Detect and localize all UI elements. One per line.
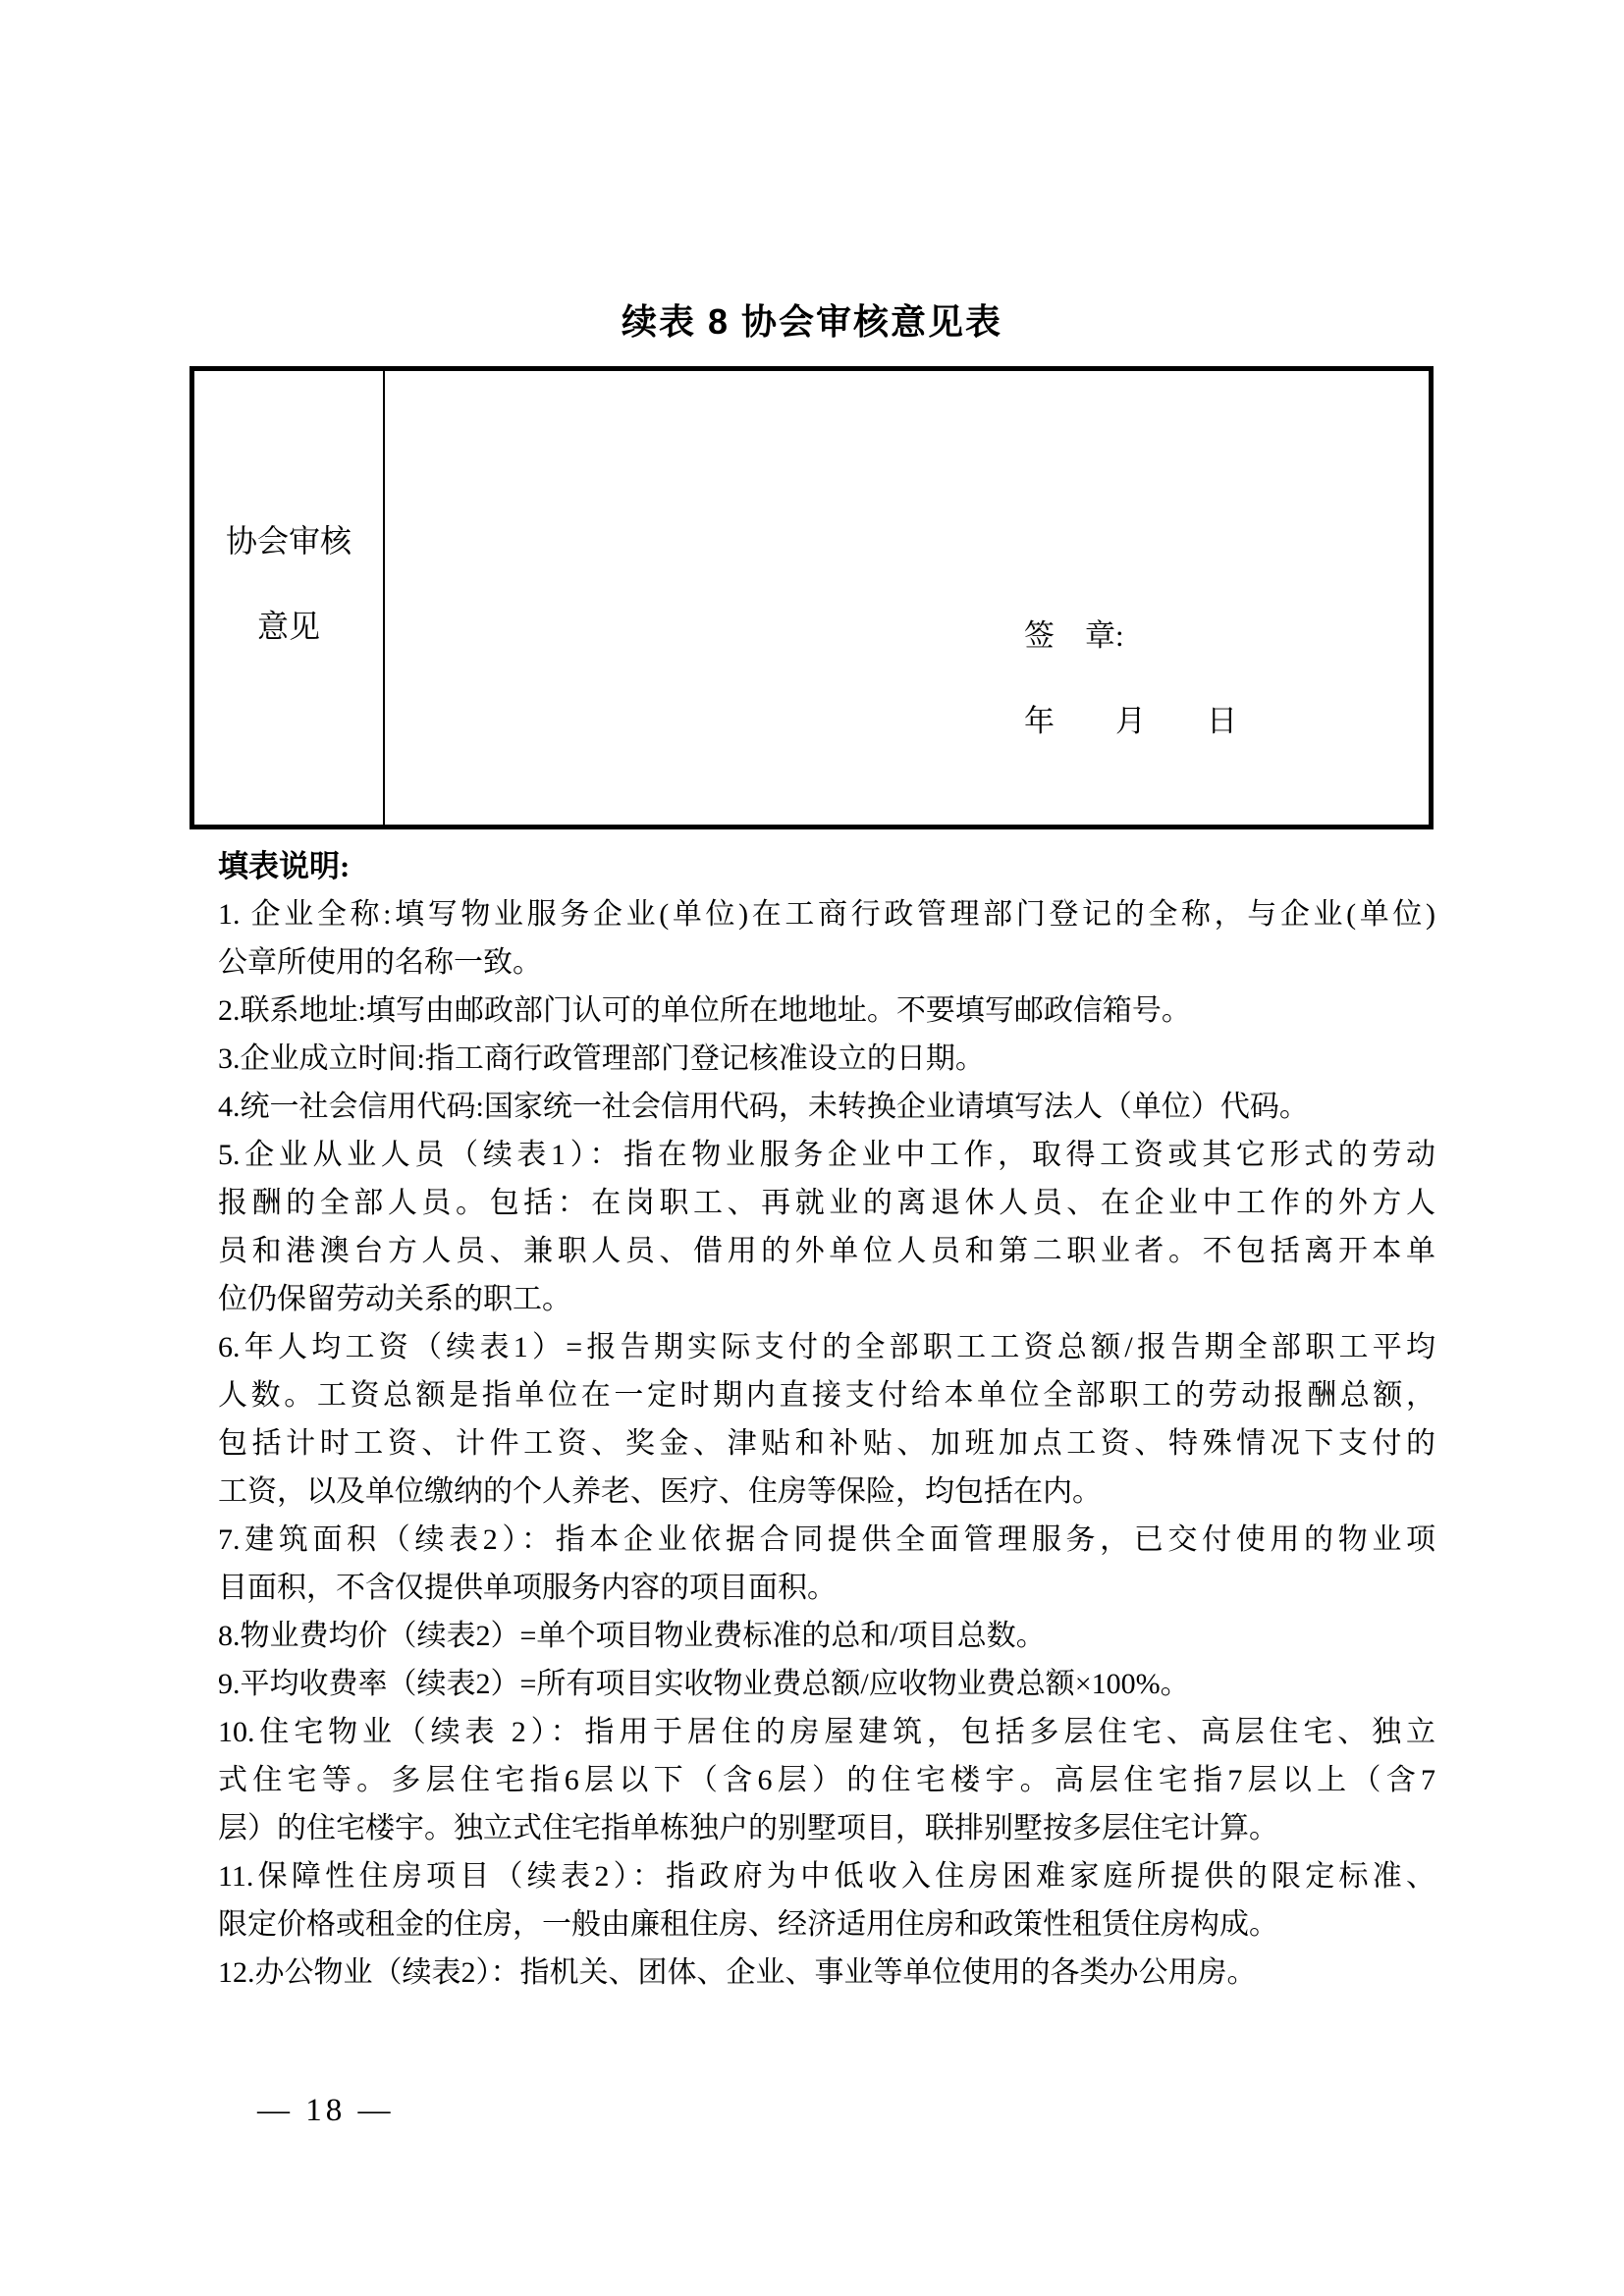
instruction-line-10-2: 式住宅等。多层住宅指6层以下（含6层）的住宅楼宇。高层住宅指7层以上（含7 xyxy=(218,1764,1435,1796)
instructions-section xyxy=(218,842,1435,1997)
instruction-line-9-1: 9.平均收费率（续表2）=所有项目实收物业费总额/应收物业费总额×100%。 xyxy=(218,1668,1190,1700)
instruction-line-11-2: 限定价格或租金的住房，一般由廉租住房、经济适用住房和政策性租赁住房构成。 xyxy=(218,1908,1278,1941)
date-label: 年 月 日 xyxy=(1024,704,1237,738)
signature-label: 签 章: xyxy=(1024,618,1124,653)
review-table-row-label-line2: 意见 xyxy=(256,609,320,644)
instruction-line-1-1: 1. 企业全称:填写物业服务企业(单位)在工商行政管理部门登记的全称，与企业(单位) xyxy=(218,898,1435,931)
page-title: 续表 8 协会审核意见表 xyxy=(621,301,1003,342)
instruction-line-3-1: 3.企业成立时间:指工商行政管理部门登记核准设立的日期。 xyxy=(218,1042,985,1075)
review-table xyxy=(189,366,1434,829)
instruction-line-4-1: 4.统一社会信用代码:国家统一社会信用代码，未转换企业请填写法人（单位）代码。 xyxy=(218,1091,1309,1123)
instruction-line-11-1: 11.保障性住房项目（续表2）：指政府为中低收入住房困难家庭所提供的限定标准、 xyxy=(218,1860,1435,1893)
instruction-line-7-2: 目面积，不含仅提供单项服务内容的项目面积。 xyxy=(218,1572,837,1604)
instruction-line-8-1: 8.物业费均价（续表2）=单个项目物业费标准的总和/项目总数。 xyxy=(218,1620,1046,1652)
table-column-divider xyxy=(383,371,385,825)
instruction-line-5-2: 报酬的全部人员。包括：在岗职工、再就业的离退休人员、在企业中工作的外方人 xyxy=(218,1187,1435,1219)
instruction-line-5-3: 员和港澳台方人员、兼职人员、借用的外单位人员和第二职业者。不包括离开本单 xyxy=(218,1235,1435,1267)
instruction-line-6-4: 工资，以及单位缴纳的个人养老、医疗、住房等保险，均包括在内。 xyxy=(218,1475,1102,1508)
instruction-line-6-2: 人数。工资总额是指单位在一定时期内直接支付给本单位全部职工的劳动报酬总额， xyxy=(218,1379,1435,1412)
instruction-line-10-1: 10.住宅物业（续表 2）：指用于居住的房屋建筑，包括多层住宅、高层住宅、独立 xyxy=(218,1716,1435,1748)
instructions-heading: 填表说明: xyxy=(218,849,351,883)
review-table-row-label-line1: 协会审核 xyxy=(225,523,352,559)
instruction-line-7-1: 7.建筑面积（续表2）：指本企业依据合同提供全面管理服务，已交付使用的物业项 xyxy=(218,1523,1435,1556)
instruction-line-6-1: 6.年人均工资（续表1）=报告期实际支付的全部职工工资总额/报告期全部职工平均 xyxy=(218,1331,1435,1363)
instruction-line-2-1: 2.联系地址:填写由邮政部门认可的单位所在地地址。不要填写邮政信箱号。 xyxy=(218,994,1191,1027)
instruction-line-6-3: 包括计时工资、计件工资、奖金、津贴和补贴、加班加点工资、特殊情况下支付的 xyxy=(218,1427,1435,1460)
instruction-line-12-1: 12.办公物业（续表2）：指机关、团体、企业、事业等单位使用的各类办公用房。 xyxy=(218,1956,1257,1989)
page-number: — 18 — xyxy=(257,2093,395,2128)
instruction-line-5-4: 位仍保留劳动关系的职工。 xyxy=(218,1283,571,1315)
instruction-line-5-1: 5.企业从业人员（续表1）：指在物业服务企业中工作，取得工资或其它形式的劳动 xyxy=(218,1139,1435,1171)
instruction-line-10-3: 层）的住宅楼宇。独立式住宅指单栋独户的别墅项目，联排别墅按多层住宅计算。 xyxy=(218,1812,1278,1844)
instruction-line-1-2: 公章所使用的名称一致。 xyxy=(218,946,542,979)
